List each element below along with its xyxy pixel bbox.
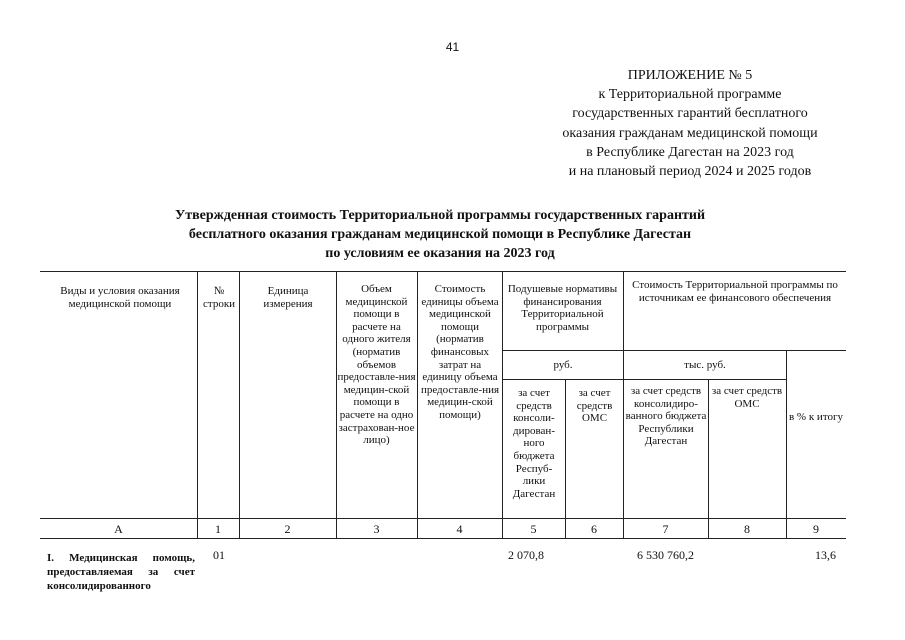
table-col-divider xyxy=(565,379,566,538)
table-col-divider xyxy=(197,271,198,538)
row-consolidated-thous: 6 530 760,2 xyxy=(637,548,694,562)
header-oms-thous: за счет средств ОМС xyxy=(711,385,783,410)
table-rule xyxy=(40,518,846,519)
header-thous-rub: тыс. руб. xyxy=(684,359,726,371)
header-unit-cost: Стоимость единицы объема медицинской помощи (норматив финансовых затрат на единицу объема предоставле-ния медицин-ской помощи) xyxy=(420,283,500,421)
header-oms-rub: за счет средств ОМС xyxy=(576,387,613,425)
column-number: А xyxy=(114,522,123,536)
header-percent: в % к итогу xyxy=(788,411,843,423)
appendix-line: оказания гражданам медицинской помощи xyxy=(562,125,818,141)
page-number: 41 xyxy=(445,40,460,54)
column-number: 5 xyxy=(530,522,537,536)
appendix-line: государственных гарантий бесплатного xyxy=(572,106,808,122)
column-number: 6 xyxy=(591,522,597,536)
appendix-line: ПРИЛОЖЕНИЕ № 5 xyxy=(627,68,753,83)
header-program-cost: Стоимость Территориальной программы по источникам ее финансового обеспечения xyxy=(632,279,838,304)
title-line: бесплатного оказания гражданам медицинской помощи в Республике Дагестан xyxy=(188,227,692,242)
appendix-line: к Территориальной программе xyxy=(598,87,782,103)
row-number: 01 xyxy=(213,548,225,562)
table-col-divider xyxy=(239,271,240,538)
column-number: 4 xyxy=(456,522,463,536)
table-col-divider xyxy=(502,271,503,538)
table-col-divider xyxy=(786,350,787,538)
header-unit: Единица измерения xyxy=(263,285,313,310)
header-consolidated-thous: за счет средств консолидиро-ванного бюджета Республики Дагестан xyxy=(625,385,707,448)
row-consolidated-rub: 2 070,8 xyxy=(508,548,544,562)
appendix-heading xyxy=(540,66,840,181)
title-line: Утвержденная стоимость Территориальной программы государственных гарантий xyxy=(174,208,706,223)
document-title xyxy=(110,206,770,263)
header-row-no: № строки xyxy=(203,285,236,310)
column-number: 3 xyxy=(373,522,380,536)
column-number: 2 xyxy=(284,522,291,536)
table-rule xyxy=(502,350,846,351)
table-rule xyxy=(40,538,846,539)
column-number: 8 xyxy=(744,522,750,536)
header-types: Виды и условия оказания медицинской помощи xyxy=(60,285,180,310)
header-consolidated-rub: за счет средств консоли-дирован-ного бюджета Респуб-лики Дагестан xyxy=(512,387,556,500)
row-name: I. Медицинская помощь, предоставляемая за счет консолидированного xyxy=(47,552,195,592)
column-number: 1 xyxy=(215,522,221,536)
table-rule xyxy=(502,379,786,380)
appendix-line: в Республике Дагестан на 2023 год xyxy=(586,144,794,160)
appendix-line: и на плановый период 2024 и 2025 годов xyxy=(568,164,812,180)
title-line: по условиям ее оказания на 2023 год xyxy=(325,246,555,261)
row-percent: 13,6 xyxy=(815,548,836,562)
header-rub: руб. xyxy=(553,359,573,371)
column-number: 9 xyxy=(813,522,819,536)
column-number: 7 xyxy=(662,522,669,536)
header-volume: Объем медицинской помощи в расчете на одного жителя (норматив объемов предоставле-ния медицин-ской помощи в расчете на одно застрахован-ное лицо) xyxy=(337,283,416,447)
header-per-capita: Подушевые нормативы финансирования Территориальной программы xyxy=(507,283,618,333)
table-col-divider xyxy=(417,271,418,538)
table-border-top xyxy=(40,271,846,272)
